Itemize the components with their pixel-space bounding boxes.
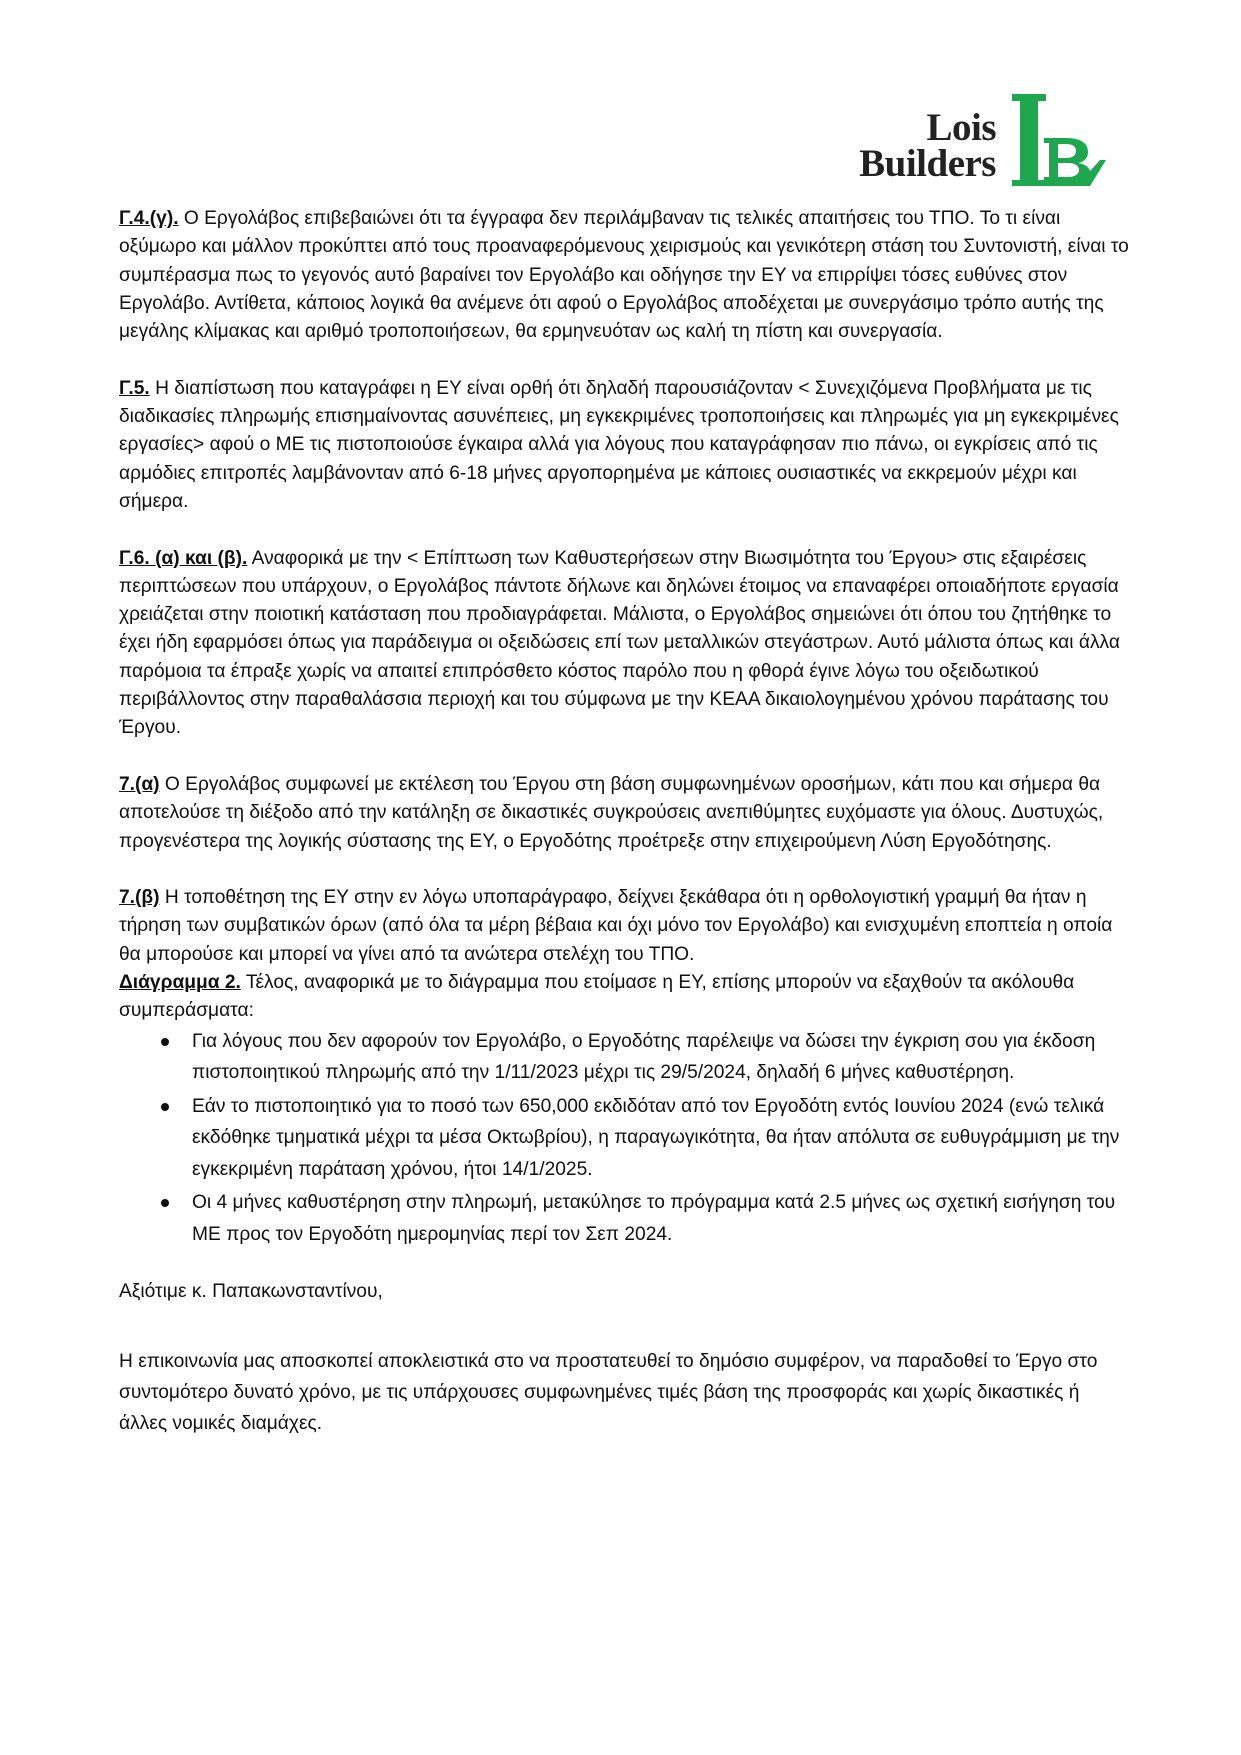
letter-body [119, 205, 1129, 1468]
section-label: 7.(α) [119, 773, 160, 795]
section-text: Αναφορικά με την < Επίπτωση των Καθυστερήσεων στην Βιωσιμότητα του Έργου> στις εξαιρέσεις περιπτώσεων που υπάρχουν, ο Εργολάβος πάντοτε δήλωνε και δηλώνει έτοιμος να επαναφέρει οποιαδήποτε εργασία χρειάζεται στην ποιοτική κατάσταση που προδιαγράφεται. Μάλιστα, ο Εργολάβος σημειώνει ότι όπου του ζητήθηκε το έχει ήδη εφαρμόσει όπως για παράδειγμα οι οξειδώσεις επί των μεταλλικών στεγάστρων. Αυτό μάλιστα όπως και άλλα παρόμοια τα έπραξε χωρίς να απαιτεί επιπρόσθετο κόστος παρόλο που η φθορά έγινε λόγω του οξειδωτικού περιβάλλοντος στην παραθαλάσσια περιοχή και του σύμφωνα με την ΚΕΑΑ δικαιολογημένου χρόνου παράτασης του Έργου. [119, 547, 1120, 739]
section-label: Διάγραμμα 2. [119, 972, 241, 994]
list-item [119, 1187, 1129, 1250]
section-text: Η διαπίστωση που καταγράφει η ΕΥ είναι ορθή ότι δηλαδή παρουσιάζονταν < Συνεχιζόμενα Προβλήματα με τις διαδικασίες πληρωμής επισημαίνοντας ασυνέπειες, μη εγκεκριμένες τροποποιήσεις και πληρωμές για μη εγκεκριμένες εργασίες> αφού ο ΜΕ τις πιστοποιούσε έγκαιρα αλλά για λόγους που καταγράφησαν πιο πάνω, οι εγκρίσεις από τις αρμόδιες επιτροπές λαμβάνονταν από 6-18 μήνες αργοπορημένα με κάποιες ουσιαστικές να εκκρεμούν μέχρι και σήμερα. [119, 377, 1119, 512]
list-item-text: Για λόγους που δεν αφορούν τον Εργολάβο, ο Εργοδότης παρέλειψε να δώσει την έγκριση σου για έκδοση πιστοποιητικού πληρωμής από την 1/11/2023 μέχρι τις 29/5/2024, δηλαδή 6 μήνες καθυστέρηση. [192, 1030, 1096, 1084]
list-item-text: Οι 4 μήνες καθυστέρηση στην πληρωμή, μετακύλησε το πρόγραμμα κατά 2.5 μήνες ως σχετική εισήγηση του ΜΕ προς τον Εργοδότη ημερομηνίας περί τον Σεπ 2024. [192, 1192, 1116, 1245]
list-item [119, 1026, 1129, 1089]
logo-line-1: Lois [926, 106, 996, 149]
list-item-text: Εάν το πιστοποιητικό για το ποσό των 650,000 εκδιδόταν από τον Εργοδότη εντός Ιουνίου 2024 (ενώ τελικά εκδόθηκε τμηματικά μέχρι τα μέσα Οκτωβρίου), η παραγωγικότητα, θα ήταν απόλυτα σε ευθυγράμμιση με την εγκεκριμένη παράταση χρόνου, ήτοι 14/1/2025. [192, 1095, 1120, 1180]
section-7b [119, 884, 1129, 969]
logo-wordmark [859, 106, 996, 185]
section-diagram-2 [119, 969, 1129, 1026]
salutation: Αξιότιμε κ. Παπακωνσταντίνου, [119, 1281, 383, 1303]
bullet-icon [161, 1103, 169, 1111]
lb-monogram-icon [1008, 92, 1118, 187]
section-text: Ο Εργολάβος συμφωνεί με εκτέλεση του Έργου στη βάση συμφωνημένων οροσήμων, κάτι που και σήμερα θα αποτελούσε τη διέξοδο από την κατάληξη σε δικαστικές συγκρούσεις ανεπιθύμητες ευχόμαστε για όλους. Δυστυχώς, προγενέστερα της λογικής σύστασης της ΕΥ, ο Εργοδότης προέτρεξε στην επιχειρούμενη Λύση Εργοδότησης. [119, 773, 1104, 852]
section-label: 7.(β) [119, 887, 160, 909]
section-7a [119, 771, 1129, 856]
section-g5 [119, 375, 1129, 516]
bullet-icon [161, 1038, 169, 1046]
section-g4c [119, 205, 1129, 346]
list-item [119, 1091, 1129, 1186]
section-text: Η τοποθέτηση της ΕΥ στην εν λόγω υποπαράγραφο, δείχνει ξεκάθαρα ότι η ορθολογιστική γραμμή θα ήταν η τήρηση των συμβατικών όρων (από όλα τα μέρη βέβαια και όχι μόνο τον Εργολάβο) και ενισχυμένη εποπτεία η οποία θα μπορούσε και μπορεί να γίνει από τα ανώτερα στελέχη του ΤΠΟ. [119, 887, 1113, 965]
section-label: Γ.4.(γ). [119, 208, 179, 229]
section-text: Τέλος, αναφορικά με το διάγραμμα που ετοίμασε η ΕΥ, επίσης μπορούν να εξαχθούν τα ακόλουθα συμπεράσματα: [119, 972, 1075, 1022]
company-logo [838, 92, 1118, 192]
section-label: Γ.5. [119, 377, 150, 399]
section-g6 [119, 545, 1129, 743]
bullet-icon [161, 1199, 169, 1207]
logo-line-2: Builders [859, 142, 996, 185]
conclusions-list [119, 1026, 1129, 1251]
section-label: Γ.6. (α) και (β). [119, 547, 248, 569]
section-text: Ο Εργολάβος επιβεβαιώνει ότι τα έγγραφα δεν περιλάμβαναν τις τελικές απαιτήσεις του ΤΠΟ. Το τι είναι οξύμωρο και μάλλον προκύπτει από τους προαναφερόμενους χειρισμούς και γενικότερη στάση του Συντονιστή, είναι το συμπέρασμα πως το γεγονός αυτό βαραίνει τον Εργολάβο και οδήγησε την ΕΥ να επιρρίψει τόσες ευθύνες στον Εργολάβο. Αντίθετα, κάποιος λογικά θα ανέμενε ότι αφού ο Εργολάβος αποδέχεται με συνεργάσιμο τρόπο αυτής της μεγάλης κλίμακας και αριθμό τροποποιήσεων, θα ερμηνευόταν ως καλή τη πίστη και συνεργασία. [119, 208, 1129, 343]
closing-paragraph: Η επικοινωνία μας αποσκοπεί αποκλειστικά στο να προστατευθεί το δημόσιο συμφέρον, να παραδοθεί το Έργο στο συντομότερο δυνατό χρόνο, με τις υπάρχουσες συμφωνημένες τιμές βάση της προσφοράς και χωρίς δικαστικές ή άλλες νομικές διαμάχες. [119, 1351, 1098, 1435]
